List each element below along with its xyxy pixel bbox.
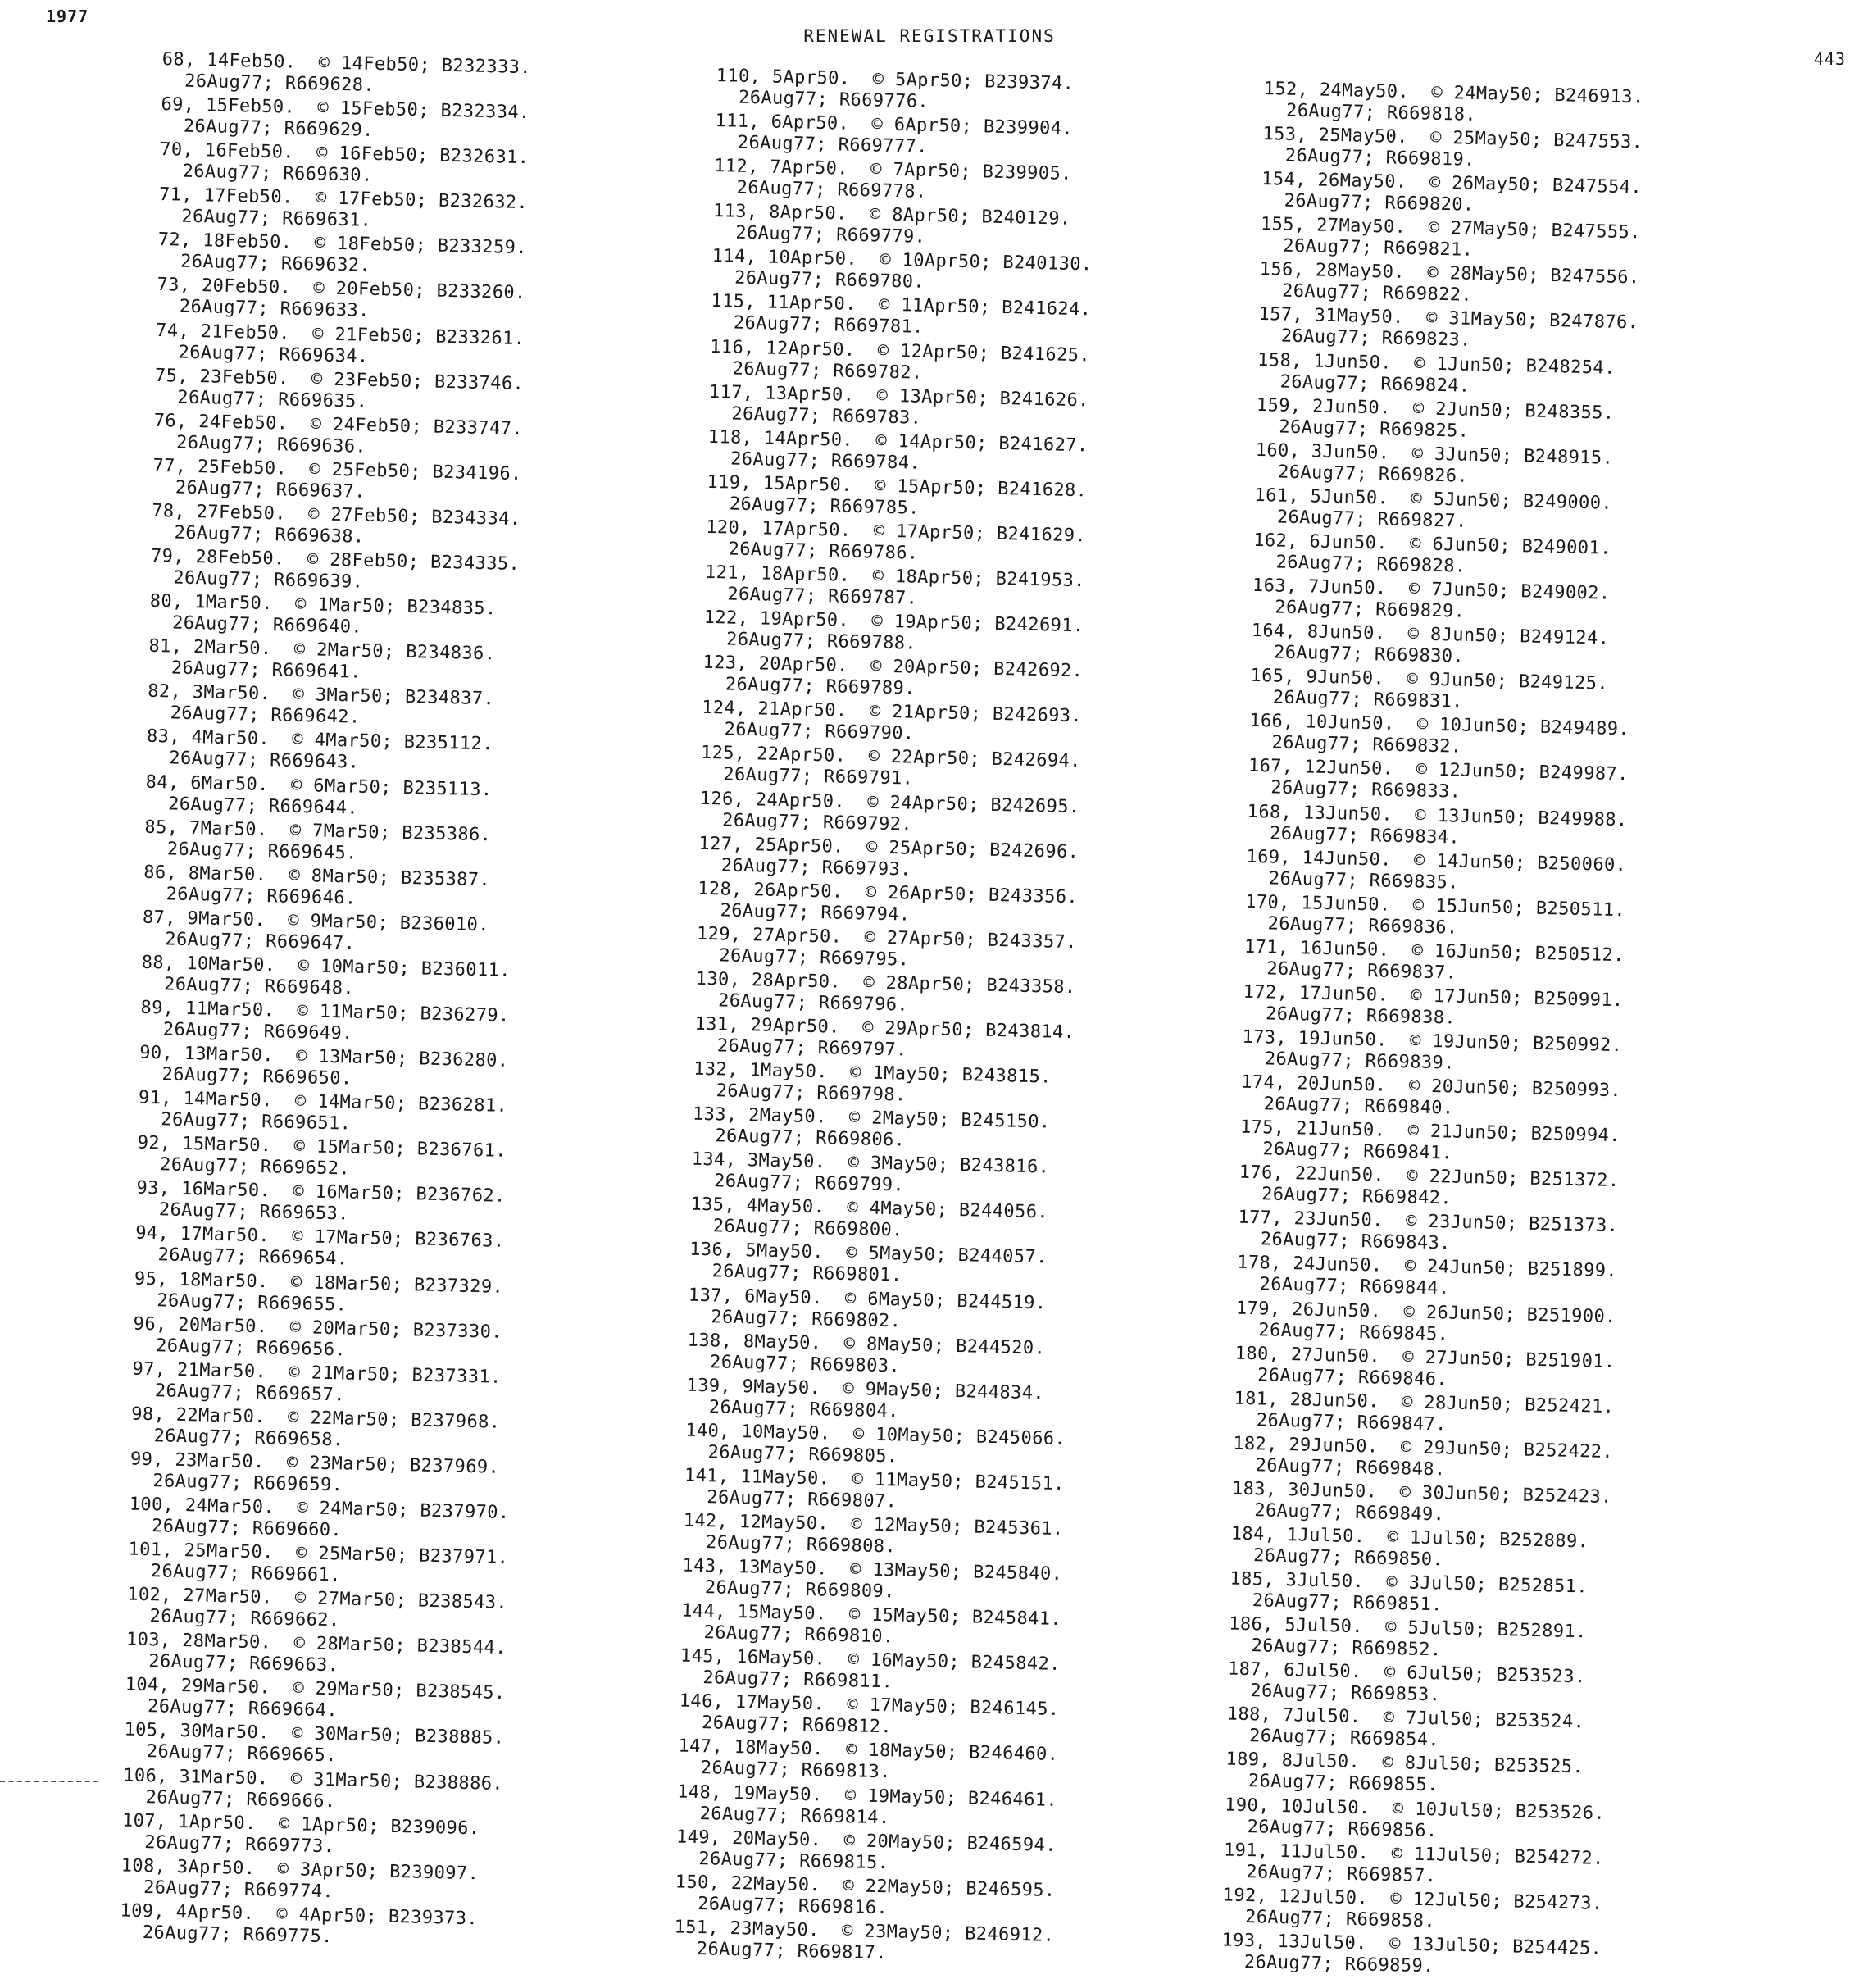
entry-registration-line: 166, 10Jun50. © 10Jun50; B249489. <box>1248 711 1630 740</box>
entry-renewal-line: 26Aug77; R669829. <box>1275 597 1466 622</box>
entry-registration-line: 83, 4Mar50. © 4Mar50; B235112. <box>146 726 494 755</box>
entry-registration-line: 113, 8Apr50. © 8Apr50; B240129. <box>712 201 1071 230</box>
entry-renewal-line: 26Aug77; R669801. <box>711 1261 902 1286</box>
entry-renewal-line: 26Aug77; R669792. <box>721 809 913 835</box>
page-number: 443 <box>1813 49 1846 69</box>
entry-registration-line: 133, 2May50. © 2May50; B245150. <box>692 1103 1051 1133</box>
entry-renewal-line: 26Aug77; R669804. <box>708 1396 900 1422</box>
entry-renewal-line: 26Aug77; R669659. <box>152 1471 343 1496</box>
entry-registration-line: 152, 24May50. © 24May50; B246913. <box>1263 79 1644 108</box>
entry-registration-line: 132, 1May50. © 1May50; B243815. <box>693 1058 1052 1088</box>
entry-registration-line: 167, 12Jun50. © 12Jun50; B249987. <box>1248 756 1629 785</box>
entry-registration-line: 192, 12Jul50. © 12Jul50; B254273. <box>1222 1885 1603 1914</box>
entry-renewal-line: 26Aug77; R669817. <box>696 1938 888 1964</box>
entry-registration-line: 78, 27Feb50. © 27Feb50; B234334. <box>151 500 521 530</box>
entry-registration-line: 174, 20Jun50. © 20Jun50; B250993. <box>1240 1071 1622 1102</box>
entry-registration-line: 154, 26May50. © 26May50; B247554. <box>1261 169 1643 198</box>
entry-renewal-line: 26Aug77; R669845. <box>1258 1319 1449 1345</box>
entry-renewal-line: 26Aug77; R669630. <box>182 161 373 187</box>
entry-renewal-line: 26Aug77; R669852. <box>1251 1635 1442 1661</box>
entry-registration-line: 142, 12May50. © 12May50; B245361. <box>683 1510 1064 1540</box>
year-heading: 1977 <box>46 7 89 26</box>
entry-registration-line: 120, 17Apr50. © 17Apr50; B241629. <box>705 516 1087 547</box>
entry-registration-line: 184, 1Jul50. © 1Jul50; B252889. <box>1230 1523 1589 1553</box>
entry-registration-line: 114, 10Apr50. © 10Apr50; B240130. <box>711 246 1093 275</box>
entry-renewal-line: 26Aug77; R669803. <box>709 1351 901 1377</box>
entry-renewal-line: 26Aug77; R669773. <box>144 1831 335 1857</box>
entry-renewal-line: 26Aug77; R669832. <box>1271 732 1462 757</box>
entry-registration-line: 69, 15Feb50. © 15Feb50; B232334. <box>161 94 530 124</box>
entry-registration-line: 121, 18Apr50. © 18Apr50; B241953. <box>704 562 1086 592</box>
entry-registration-line: 75, 23Feb50. © 23Feb50; B233746. <box>154 365 525 394</box>
entry-renewal-line: 26Aug77; R669646. <box>166 884 357 909</box>
entry-registration-line: 73, 20Feb50. © 20Feb50; B233260. <box>157 275 526 304</box>
entry-registration-line: 185, 3Jul50. © 3Jul50; B252851. <box>1229 1568 1589 1598</box>
entry-renewal-line: 26Aug77; R669783. <box>731 403 922 429</box>
entry-renewal-line: 26Aug77; R669858. <box>1244 1906 1436 1932</box>
entry-renewal-line: 26Aug77; R669840. <box>1263 1094 1454 1119</box>
entry-registration-line: 134, 3May50. © 3May50; B243816. <box>691 1149 1050 1178</box>
entry-registration-line: 68, 14Feb50. © 14Feb50; B232333. <box>161 49 532 79</box>
entry-registration-line: 148, 19May50. © 19May50; B246461. <box>676 1781 1058 1811</box>
entry-renewal-line: 26Aug77; R669842. <box>1261 1184 1452 1209</box>
entry-renewal-line: 26Aug77; R669797. <box>716 1035 908 1061</box>
entry-registration-line: 143, 13May50. © 13May50; B245840. <box>682 1555 1063 1585</box>
entry-registration-line: 145, 16May50. © 16May50; B245842. <box>680 1645 1061 1676</box>
entry-registration-line: 76, 24Feb50. © 24Feb50; B233747. <box>153 410 524 439</box>
entry-registration-line: 128, 26Apr50. © 26Apr50; B243356. <box>697 878 1079 908</box>
entry-registration-line: 136, 5May50. © 5May50; B244057. <box>689 1240 1048 1268</box>
entry-registration-line: 160, 3Jun50. © 3Jun50; B248915. <box>1255 439 1614 469</box>
entry-renewal-line: 26Aug77; R669775. <box>142 1922 334 1948</box>
entry-registration-line: 90, 13Mar50. © 13Mar50; B236280. <box>139 1042 509 1071</box>
entry-registration-line: 140, 10May50. © 10May50; B245066. <box>684 1420 1066 1449</box>
entry-registration-line: 137, 6May50. © 6May50; B244519. <box>688 1285 1047 1314</box>
entry-renewal-line: 26Aug77; R669637. <box>175 477 366 503</box>
entry-renewal-line: 26Aug77; R669653. <box>158 1199 350 1225</box>
entry-registration-line: 172, 17Jun50. © 17Jun50; B250991. <box>1243 981 1624 1012</box>
entry-renewal-line: 26Aug77; R669631. <box>181 206 372 232</box>
entry-renewal-line: 26Aug77; R669628. <box>184 71 375 96</box>
entry-registration-line: 122, 19Apr50. © 19Apr50; B242691. <box>703 607 1084 637</box>
entry-registration-line: 102, 27Mar50. © 27Mar50; B238543. <box>126 1584 508 1614</box>
entry-renewal-line: 26Aug77; R669649. <box>162 1019 354 1044</box>
entry-renewal-line: 26Aug77; R669663. <box>148 1651 339 1676</box>
entry-renewal-line: 26Aug77; R669847. <box>1256 1409 1448 1435</box>
entry-renewal-line: 26Aug77; R669857. <box>1246 1861 1437 1886</box>
entry-registration-line: 125, 22Apr50. © 22Apr50; B242694. <box>700 743 1082 772</box>
entry-renewal-line: 26Aug77; R669834. <box>1269 822 1461 848</box>
entry-registration-line: 107, 1Apr50. © 1Apr50; B239096. <box>121 1810 480 1840</box>
entry-renewal-line: 26Aug77; R669849. <box>1254 1500 1445 1526</box>
entries-column-1 <box>120 49 736 1958</box>
entry-registration-line: 186, 5Jul50. © 5Jul50; B252891. <box>1228 1613 1588 1643</box>
entry-renewal-line: 26Aug77; R669634. <box>178 342 369 367</box>
entry-renewal-line: 26Aug77; R669855. <box>1248 1771 1439 1796</box>
entry-registration-line: 164, 8Jun50. © 8Jun50; B249124. <box>1251 620 1610 649</box>
entry-registration-line: 129, 27Apr50. © 27Apr50; B243357. <box>696 923 1078 953</box>
entry-renewal-line: 26Aug77; R669841. <box>1262 1139 1453 1164</box>
entry-registration-line: 81, 2Mar50. © 2Mar50; B234836. <box>148 636 496 665</box>
entry-registration-line: 92, 15Mar50. © 15Mar50; B236761. <box>137 1132 507 1162</box>
entry-renewal-line: 26Aug77; R669632. <box>180 251 371 277</box>
entry-registration-line: 158, 1Jun50. © 1Jun50; B248254. <box>1257 349 1616 379</box>
entry-registration-line: 173, 19Jun50. © 19Jun50; B250992. <box>1242 1026 1623 1057</box>
entry-renewal-line: 26Aug77; R669816. <box>697 1893 889 1919</box>
entry-registration-line: 105, 30Mar50. © 30Mar50; B238885. <box>124 1719 505 1749</box>
entries-column-2 <box>674 66 1290 1975</box>
entry-registration-line: 96, 20Mar50. © 20Mar50; B237330. <box>133 1313 503 1343</box>
entry-registration-line: 82, 3Mar50. © 3Mar50; B234837. <box>147 681 495 710</box>
entry-registration-line: 126, 24Apr50. © 24Apr50; B242695. <box>699 788 1080 817</box>
entry-registration-line: 115, 11Apr50. © 11Apr50; B241624. <box>711 291 1092 321</box>
entry-registration-line: 191, 11Jul50. © 11Jul50; B254272. <box>1223 1840 1605 1869</box>
entry-renewal-line: 26Aug77; R669821. <box>1283 235 1474 262</box>
entry-renewal-line: 26Aug77; R669806. <box>715 1126 906 1151</box>
entry-renewal-line: 26Aug77; R669800. <box>712 1216 904 1241</box>
entry-renewal-line: 26Aug77; R669779. <box>735 222 926 248</box>
entry-renewal-line: 26Aug77; R669837. <box>1266 958 1457 984</box>
entry-registration-line: 118, 14Apr50. © 14Apr50; B241627. <box>707 426 1089 457</box>
entry-renewal-line: 26Aug77; R669664. <box>147 1696 339 1722</box>
entry-registration-line: 146, 17May50. © 17May50; B246145. <box>679 1690 1060 1721</box>
entry-registration-line: 153, 25May50. © 25May50; B247553. <box>1262 124 1643 153</box>
entry-registration-line: 168, 13Jun50. © 13Jun50; B249988. <box>1247 801 1628 830</box>
entry-registration-line: 162, 6Jun50. © 6Jun50; B249001. <box>1252 530 1612 559</box>
entry-renewal-line: 26Aug77; R669635. <box>177 387 368 412</box>
entry-renewal-line: 26Aug77; R669644. <box>167 793 359 819</box>
entry-registration-line: 86, 8Mar50. © 8Mar50; B235387. <box>143 862 491 891</box>
entry-renewal-line: 26Aug77; R669826. <box>1277 462 1469 487</box>
entry-registration-line: 179, 26Jun50. © 26Jun50; B251900. <box>1235 1298 1617 1327</box>
entry-renewal-line: 26Aug77; R669655. <box>157 1290 348 1316</box>
entry-renewal-line: 26Aug77; R669814. <box>699 1803 890 1828</box>
entry-renewal-line: 26Aug77; R669780. <box>734 267 925 293</box>
entry-renewal-line: 26Aug77; R669638. <box>174 522 365 548</box>
entry-renewal-line: 26Aug77; R669639. <box>173 567 364 593</box>
entry-registration-line: 170, 15Jun50. © 15Jun50; B250511. <box>1244 891 1626 921</box>
entry-registration-line: 131, 29Apr50. © 29Apr50; B243814. <box>694 1013 1075 1044</box>
entry-renewal-line: 26Aug77; R669789. <box>725 674 916 699</box>
entry-registration-line: 193, 13Jul50. © 13Jul50; B254425. <box>1221 1930 1602 1959</box>
entry-registration-line: 79, 28Feb50. © 28Feb50; B234335. <box>150 545 520 575</box>
entry-registration-line: 141, 11May50. © 11May50; B245151. <box>684 1465 1066 1494</box>
entry-renewal-line: 26Aug77; R669788. <box>725 629 917 654</box>
entry-registration-line: 144, 15May50. © 15May50; B245841. <box>680 1600 1062 1631</box>
entry-registration-line: 94, 17Mar50. © 17Mar50; B236763. <box>134 1223 505 1253</box>
entry-registration-line: 188, 7Jul50. © 7Jul50; B253524. <box>1226 1704 1585 1733</box>
entry-registration-line: 74, 21Feb50. © 21Feb50; B233261. <box>155 320 525 349</box>
entry-registration-line: 77, 25Feb50. © 25Feb50; B234196. <box>152 455 522 484</box>
entry-renewal-line: 26Aug77; R669665. <box>146 1741 338 1767</box>
entry-registration-line: 71, 17Feb50. © 17Feb50; B232632. <box>158 184 529 214</box>
entry-renewal-line: 26Aug77; R669636. <box>175 432 367 457</box>
entry-registration-line: 165, 9Jun50. © 9Jun50; B249125. <box>1250 666 1609 694</box>
entry-registration-line: 97, 21Mar50. © 21Mar50; B237331. <box>132 1358 502 1388</box>
entry-renewal-line: 26Aug77; R669774. <box>143 1877 334 1903</box>
entry-registration-line: 112, 7Apr50. © 7Apr50; B239905. <box>713 156 1073 185</box>
entry-registration-line: 106, 31Mar50. © 31Mar50; B238886. <box>122 1765 504 1795</box>
entries-column-3 <box>1221 79 1838 1988</box>
entry-renewal-line: 26Aug77; R669661. <box>150 1561 342 1586</box>
entry-renewal-line: 26Aug77; R669830. <box>1273 642 1465 667</box>
entry-renewal-line: 26Aug77; R669642. <box>170 703 361 728</box>
entry-renewal-line: 26Aug77; R669790. <box>724 719 915 744</box>
entry-renewal-line: 26Aug77; R669641. <box>170 657 362 683</box>
entry-renewal-line: 26Aug77; R669785. <box>729 494 920 519</box>
entry-renewal-line: 26Aug77; R669657. <box>154 1380 346 1406</box>
entry-registration-line: 147, 18May50. © 18May50; B246460. <box>678 1736 1059 1766</box>
entry-renewal-line: 26Aug77; R669839. <box>1264 1049 1456 1074</box>
entry-renewal-line: 26Aug77; R669796. <box>717 990 909 1016</box>
entry-registration-line: 70, 16Feb50. © 16Feb50; B232631. <box>159 139 530 169</box>
entry-renewal-line: 26Aug77; R669824. <box>1279 371 1470 397</box>
entry-registration-line: 84, 6Mar50. © 6Mar50; B235113. <box>145 771 493 800</box>
entry-renewal-line: 26Aug77; R669833. <box>1270 777 1461 803</box>
entry-renewal-line: 26Aug77; R669658. <box>153 1426 344 1451</box>
entry-renewal-line: 26Aug77; R669640. <box>171 612 363 638</box>
entry-registration-line: 176, 22Jun50. © 22Jun50; B251372. <box>1239 1162 1620 1192</box>
entry-registration-line: 108, 3Apr50. © 3Apr50; B239097. <box>120 1855 480 1885</box>
entry-renewal-line: 26Aug77; R669778. <box>736 177 927 203</box>
entry-renewal-line: 26Aug77; R669807. <box>707 1487 898 1513</box>
entry-renewal-line: 26Aug77; R669809. <box>704 1577 896 1603</box>
entry-renewal-line: 26Aug77; R669795. <box>719 945 910 971</box>
entry-registration-line: 138, 8May50. © 8May50; B244520. <box>687 1330 1046 1359</box>
entry-renewal-line: 26Aug77; R669825. <box>1279 416 1470 442</box>
entry-registration-line: 155, 27May50. © 27May50; B247555. <box>1260 214 1642 243</box>
entry-renewal-line: 26Aug77; R669662. <box>149 1606 340 1631</box>
entry-renewal-line: 26Aug77; R669819. <box>1284 145 1476 171</box>
entry-renewal-line: 26Aug77; R669828. <box>1275 552 1466 577</box>
entry-renewal-line: 26Aug77; R669854. <box>1248 1726 1440 1751</box>
entry-renewal-line: 26Aug77; R669823. <box>1280 326 1472 352</box>
entry-registration-line: 89, 11Mar50. © 11Mar50; B236279. <box>140 997 510 1026</box>
entry-renewal-line: 26Aug77; R669643. <box>169 748 360 774</box>
entry-renewal-line: 26Aug77; R669812. <box>701 1713 893 1738</box>
entry-registration-line: 104, 29Mar50. © 29Mar50; B238545. <box>125 1674 506 1704</box>
entry-registration-line: 117, 13Apr50. © 13Apr50; B241626. <box>708 381 1090 412</box>
entry-renewal-line: 26Aug77; R669782. <box>732 358 923 384</box>
entry-registration-line: 178, 24Jun50. © 24Jun50; B251899. <box>1236 1253 1618 1282</box>
entry-registration-line: 123, 20Apr50. © 20Apr50; B242692. <box>702 653 1084 682</box>
entry-registration-line: 180, 27Jun50. © 27Jun50; B251901. <box>1234 1343 1616 1372</box>
entry-renewal-line: 26Aug77; R669813. <box>700 1758 892 1783</box>
entry-registration-line: 130, 28Apr50. © 28Apr50; B243358. <box>695 968 1076 999</box>
entry-renewal-line: 26Aug77; R669810. <box>703 1622 894 1648</box>
entry-renewal-line: 26Aug77; R669818. <box>1285 100 1477 125</box>
entry-registration-line: 177, 23Jun50. © 23Jun50; B251373. <box>1238 1207 1619 1237</box>
entry-renewal-line: 26Aug77; R669853. <box>1250 1681 1441 1706</box>
entry-renewal-line: 26Aug77; R669784. <box>730 448 921 474</box>
entry-registration-line: 85, 7Mar50. © 7Mar50; B235386. <box>144 817 492 845</box>
entry-renewal-line: 26Aug77; R669835. <box>1268 867 1460 894</box>
entry-registration-line: 109, 4Apr50. © 4Apr50; B239373. <box>120 1900 479 1930</box>
entry-renewal-line: 26Aug77; R669776. <box>738 87 930 112</box>
entry-registration-line: 150, 22May50. © 22May50; B246595. <box>675 1872 1056 1901</box>
entry-registration-line: 119, 15Apr50. © 15Apr50; B241628. <box>707 471 1088 502</box>
entry-renewal-line: 26Aug77; R669787. <box>727 584 918 609</box>
entry-registration-line: 183, 30Jun50. © 30Jun50; B252423. <box>1231 1478 1613 1508</box>
entry-registration-line: 100, 24Mar50. © 24Mar50; B237970. <box>129 1494 510 1524</box>
entry-renewal-line: 26Aug77; R669651. <box>161 1109 352 1135</box>
entry-renewal-line: 26Aug77; R669645. <box>166 838 358 864</box>
entry-renewal-line: 26Aug77; R669777. <box>737 132 929 157</box>
entry-registration-line: 95, 18Mar50. © 18Mar50; B237329. <box>134 1268 504 1298</box>
entry-renewal-line: 26Aug77; R669805. <box>707 1442 898 1467</box>
entry-renewal-line: 26Aug77; R669793. <box>720 854 912 880</box>
entry-registration-line: 103, 28Mar50. © 28Mar50; B238544. <box>125 1629 507 1659</box>
entry-registration-line: 163, 7Jun50. © 7Jun50; B249002. <box>1252 575 1611 604</box>
entry-registration-line: 156, 28May50. © 28May50; B247556. <box>1259 259 1640 289</box>
entry-registration-line: 169, 14Jun50. © 14Jun50; B250060. <box>1246 846 1627 876</box>
entry-registration-line: 182, 29Jun50. © 29Jun50; B252422. <box>1232 1433 1614 1463</box>
entry-registration-line: 149, 20May50. © 20May50; B246594. <box>675 1827 1057 1856</box>
page-title: RENEWAL REGISTRATIONS <box>803 26 1056 46</box>
entry-registration-line: 87, 9Mar50. © 9Mar50; B236010. <box>142 907 490 936</box>
entry-registration-line: 124, 21Apr50. © 21Apr50; B242693. <box>701 698 1083 727</box>
entry-renewal-line: 26Aug77; R669666. <box>145 1786 336 1812</box>
entry-renewal-line: 26Aug77; R669652. <box>159 1154 351 1180</box>
entry-registration-line: 80, 1Mar50. © 1Mar50; B234835. <box>149 590 497 620</box>
entry-renewal-line: 26Aug77; R669811. <box>702 1667 893 1693</box>
entry-renewal-line: 26Aug77; R669851. <box>1252 1590 1443 1616</box>
entry-registration-line: 189, 8Jul50. © 8Jul50; B253525. <box>1225 1749 1584 1778</box>
entry-renewal-line: 26Aug77; R669781. <box>733 313 925 339</box>
entry-renewal-line: 26Aug77; R669650. <box>161 1064 352 1090</box>
entry-registration-line: 99, 23Mar50. © 23Mar50; B237969. <box>130 1449 500 1478</box>
entry-renewal-line: 26Aug77; R669831. <box>1272 687 1464 712</box>
entry-renewal-line: 26Aug77; R669798. <box>716 1080 907 1106</box>
entry-renewal-line: 26Aug77; R669794. <box>720 900 911 926</box>
entry-renewal-line: 26Aug77; R669629. <box>183 116 375 141</box>
entry-renewal-line: 26Aug77; R669820. <box>1284 190 1475 216</box>
entry-registration-line: 187, 6Jul50. © 6Jul50; B253523. <box>1227 1658 1586 1688</box>
entry-registration-line: 93, 16Mar50. © 16Mar50; B236762. <box>136 1177 506 1208</box>
margin-dash-mark <box>0 1781 98 1782</box>
entry-registration-line: 91, 14Mar50. © 14Mar50; B236281. <box>138 1087 508 1117</box>
entry-registration-line: 181, 28Jun50. © 28Jun50; B252421. <box>1234 1388 1615 1417</box>
entry-renewal-line: 26Aug77; R669843. <box>1260 1229 1452 1254</box>
entry-registration-line: 151, 23May50. © 23May50; B246912. <box>674 1917 1055 1946</box>
entry-registration-line: 175, 21Jun50. © 21Jun50; B250994. <box>1239 1117 1621 1147</box>
entry-renewal-line: 26Aug77; R669654. <box>157 1244 348 1270</box>
entry-renewal-line: 26Aug77; R669827. <box>1276 507 1468 532</box>
entry-renewal-line: 26Aug77; R669786. <box>728 539 919 564</box>
entry-renewal-line: 26Aug77; R669791. <box>723 764 914 790</box>
entry-registration-line: 161, 5Jun50. © 5Jun50; B249000. <box>1254 484 1613 514</box>
entry-registration-line: 88, 10Mar50. © 10Mar50; B236011. <box>141 952 511 981</box>
entry-registration-line: 101, 25Mar50. © 25Mar50; B237971. <box>128 1539 509 1569</box>
entry-renewal-line: 26Aug77; R669856. <box>1247 1816 1438 1841</box>
entry-renewal-line: 26Aug77; R669815. <box>698 1848 889 1873</box>
entry-registration-line: 110, 5Apr50. © 5Apr50; B239374. <box>716 66 1075 94</box>
entry-renewal-line: 26Aug77; R669846. <box>1257 1364 1448 1390</box>
entry-renewal-line: 26Aug77; R669802. <box>711 1306 902 1332</box>
entry-registration-line: 157, 31May50. © 31May50; B247876. <box>1258 304 1639 334</box>
entry-registration-line: 116, 12Apr50. © 12Apr50; B241625. <box>709 336 1091 366</box>
entry-registration-line: 127, 25Apr50. © 25Apr50; B242696. <box>698 833 1079 862</box>
entry-renewal-line: 26Aug77; R669633. <box>179 297 370 322</box>
entry-renewal-line: 26Aug77; R669836. <box>1267 913 1458 939</box>
entry-renewal-line: 26Aug77; R669647. <box>165 929 356 954</box>
entry-registration-line: 190, 10Jul50. © 10Jul50; B253526. <box>1224 1795 1606 1824</box>
entry-renewal-line: 26Aug77; R669648. <box>163 974 355 999</box>
entry-registration-line: 135, 4May50. © 4May50; B244056. <box>690 1194 1049 1223</box>
entry-registration-line: 171, 16Jun50. © 16Jun50; B250512. <box>1243 936 1625 967</box>
entry-renewal-line: 26Aug77; R669848. <box>1255 1455 1446 1481</box>
entry-renewal-line: 26Aug77; R669844. <box>1259 1274 1450 1299</box>
entry-renewal-line: 26Aug77; R669838. <box>1265 1003 1457 1029</box>
entry-renewal-line: 26Aug77; R669660. <box>151 1516 343 1541</box>
entry-registration-line: 111, 6Apr50. © 6Apr50; B239904. <box>715 111 1074 139</box>
entry-renewal-line: 26Aug77; R669859. <box>1243 1951 1435 1977</box>
entry-renewal-line: 26Aug77; R669808. <box>705 1532 897 1558</box>
entry-renewal-line: 26Aug77; R669799. <box>713 1171 905 1196</box>
entry-registration-line: 98, 22Mar50. © 22Mar50; B237968. <box>130 1403 501 1433</box>
entry-renewal-line: 26Aug77; R669850. <box>1252 1545 1444 1571</box>
entry-registration-line: 139, 9May50. © 9May50; B244834. <box>686 1375 1045 1404</box>
entry-renewal-line: 26Aug77; R669656. <box>155 1335 347 1361</box>
entry-renewal-line: 26Aug77; R669822. <box>1281 280 1473 307</box>
entry-registration-line: 159, 2Jun50. © 2Jun50; B248355. <box>1256 394 1615 424</box>
entry-registration-line: 72, 18Feb50. © 18Feb50; B233259. <box>157 230 528 259</box>
